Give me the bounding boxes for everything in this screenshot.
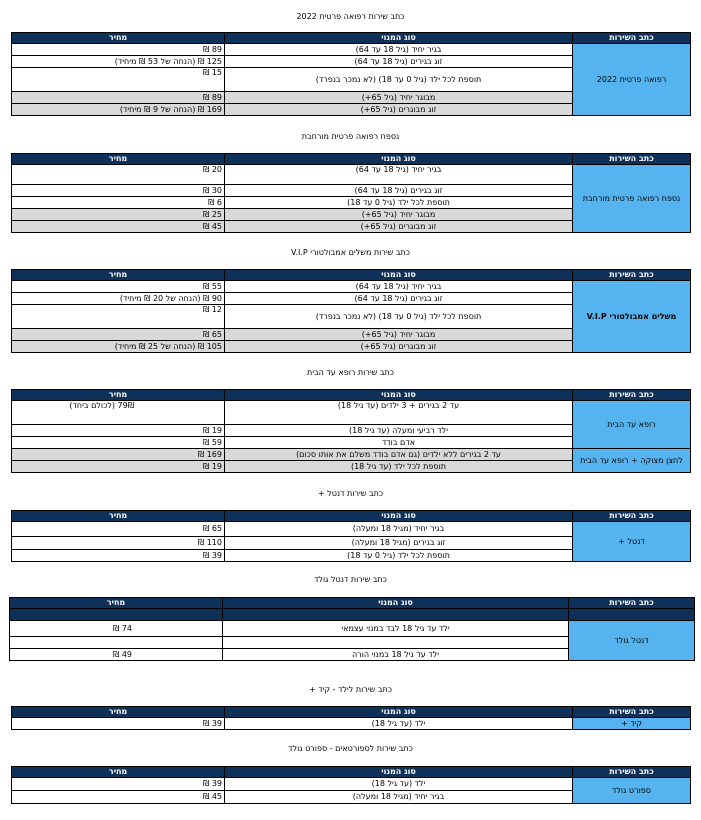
header-type: סוג המנוי: [225, 511, 573, 522]
service-name: לחצן מצוקה + רופא עד הבית: [573, 449, 691, 473]
service-name: קיד +: [573, 718, 691, 730]
dental-plus-table: [11, 510, 691, 562]
service-name: דנטל גולד: [569, 621, 695, 661]
plan-type: עד 2 בגירים ללא ילדים (גם אדם בודד משלם את אותו סכום): [225, 449, 573, 461]
private-medicine-table: [11, 32, 691, 116]
service-name: ספורט גולד: [573, 778, 691, 804]
table-row: [12, 165, 691, 185]
plan-type: זוג בגירים (גיל 18 עד 64): [225, 293, 573, 305]
plan-price: 79₪ (לכולם ביחד): [12, 401, 225, 425]
plan-price: 19 ₪: [12, 425, 225, 437]
plan-price: 65 ₪: [12, 329, 225, 341]
plan-price: 89 ₪: [12, 44, 225, 56]
header-type: סוג המנוי: [225, 270, 573, 281]
plan-price: 125 ₪ (הנחה של 53 ₪ מיחיד): [12, 56, 225, 68]
table-row: [12, 778, 691, 791]
plan-type: ילד עד גיל 18 לבד במנוי עצמאי: [223, 621, 569, 637]
table-row: [12, 449, 691, 461]
plan-type: תוספת לכל ילד (גיל 0 עד 18): [225, 197, 573, 209]
plan-price: [10, 637, 223, 649]
plan-type: מבוגר יחיד (גיל 65+): [225, 209, 573, 221]
service-name: משלים אמבולטורי V.I.P: [573, 281, 691, 353]
section-title-sport-gold: כתב שירות לספורטאים - ספורט גולד: [288, 744, 413, 753]
vip-table: [11, 269, 691, 353]
header-price: מחיר: [12, 511, 225, 522]
header-row: [12, 707, 691, 718]
header-type: סוג המנוי: [223, 598, 569, 609]
plan-price: 39 ₪: [12, 718, 225, 730]
kid-plus-table: [11, 706, 691, 730]
blank-band-cell: [10, 609, 223, 621]
extended-appendix-table: [11, 153, 691, 233]
plan-price: 49 ₪: [10, 649, 223, 661]
header-price: מחיר: [10, 598, 223, 609]
plan-price: 169 ₪: [12, 449, 225, 461]
plan-price: 45 ₪: [12, 791, 225, 804]
section-title-dental-gold: כתב שירות דנטל גולד: [314, 575, 387, 584]
plan-price: 65 ₪: [12, 522, 225, 537]
plan-price: 55 ₪: [12, 281, 225, 293]
header-service: כתב השירות: [573, 511, 691, 522]
plan-price: 6 ₪: [12, 197, 225, 209]
plan-type: תוספת לכל ילד (גיל 0 עד 18): [225, 550, 573, 562]
section-title-kid-plus: כתב שירות לילד - קיד +: [309, 685, 392, 694]
header-row: [10, 598, 695, 609]
plan-type: ילד עד גיל 18 במנוי הורה: [223, 649, 569, 661]
plan-type: תוספת לכל ילד (עד גיל 18): [225, 461, 573, 473]
plan-price: 19 ₪: [12, 461, 225, 473]
header-type: סוג המנוי: [225, 707, 573, 718]
header-service: כתב השירות: [573, 707, 691, 718]
plan-price: 169 ₪ (הנחה של 9 ₪ מיחיד): [12, 104, 225, 116]
plan-type: מבוגר יחיד (גיל 65+): [225, 329, 573, 341]
plan-type: אדם בודד: [225, 437, 573, 449]
plan-type: זוג בגירים (גיל 18 עד 64): [225, 185, 573, 197]
plan-type: ילד (עד גיל 18): [225, 778, 573, 791]
plan-price: 110 ₪: [12, 537, 225, 550]
header-price: מחיר: [12, 33, 225, 44]
service-name: רפואה פרטית 2022: [573, 44, 691, 116]
header-type: סוג המנוי: [225, 390, 573, 401]
plan-price: 30 ₪: [12, 185, 225, 197]
header-row: [12, 270, 691, 281]
plan-type: בגיר יחיד (גיל 18 עד 64): [225, 165, 573, 185]
header-price: מחיר: [12, 154, 225, 165]
header-service: כתב השירות: [573, 270, 691, 281]
header-row: [12, 33, 691, 44]
plan-type: מבוגר יחיד (גיל 65+): [225, 92, 573, 104]
plan-type: עד 2 בגירים + 3 ילדים (עד גיל 18): [225, 401, 573, 425]
table-row: [12, 281, 691, 293]
plan-price: 90 ₪ (הנחה של 20 ₪ מיחיד): [12, 293, 225, 305]
plan-price: 74 ₪: [10, 621, 223, 637]
section-title-home-doctor: כתב שירות רופא עד הבית: [306, 368, 394, 377]
plan-price: 25 ₪: [12, 209, 225, 221]
plan-price: 89 ₪: [12, 92, 225, 104]
header-type: סוג המנוי: [225, 154, 573, 165]
plan-type: בגיר יחיד (מגיל 18 ומעלה): [225, 522, 573, 537]
plan-price: 45 ₪: [12, 221, 225, 233]
plan-type: זוג בגירים (מגיל 18 ומעלה): [225, 537, 573, 550]
plan-price: 39 ₪: [12, 778, 225, 791]
plan-type: זוג מבוגרים (גיל 65+): [225, 341, 573, 353]
plan-type: תוספת לכל ילד (גיל 0 עד 18) (לא נמכר בנפרד): [225, 305, 573, 329]
header-row: [12, 390, 691, 401]
blank-band-cell: [223, 609, 569, 621]
plan-type: בגיר יחיד (גיל 18 עד 64): [225, 281, 573, 293]
plan-type: תוספת לכל ילד (גיל 0 עד 18) (לא נמכר בנפרד): [225, 68, 573, 92]
plan-type: בגיר יחיד (גיל 18 עד 64): [225, 44, 573, 56]
home-doctor-table: [11, 389, 691, 473]
plan-price: 59 ₪: [12, 437, 225, 449]
plan-type: בגיר יחיד (מגיל 18 ומעלה): [225, 791, 573, 804]
plan-type: זוג מבוגרים (גיל 65+): [225, 221, 573, 233]
header-row: [12, 767, 691, 778]
table-row: [12, 522, 691, 537]
plan-price: 39 ₪: [12, 550, 225, 562]
sport-gold-table: [11, 766, 691, 804]
section-title-dental-plus: כתב שירות דנטל +: [317, 489, 384, 498]
header-row: [12, 154, 691, 165]
header-price: מחיר: [12, 707, 225, 718]
plan-type: ילד רביעי ומעלה (עד גיל 18): [225, 425, 573, 437]
section-title-private-medicine: כתב שירות רפואה פרטית 2022: [296, 12, 405, 21]
table-row: [12, 718, 691, 730]
section-title-vip: כתב שירות משלים אמבולטורי V.I.P: [291, 248, 410, 257]
plan-price: 20 ₪: [12, 165, 225, 185]
header-price: מחיר: [12, 270, 225, 281]
table-row: [10, 621, 695, 637]
header-service: כתב השירות: [569, 598, 695, 609]
header-type: סוג המנוי: [225, 33, 573, 44]
plan-type: [223, 637, 569, 649]
header-price: מחיר: [12, 390, 225, 401]
table-row: [10, 609, 695, 621]
header-row: [12, 511, 691, 522]
header-service: כתב השירות: [573, 33, 691, 44]
plan-type: ילד (עד גיל 18): [225, 718, 573, 730]
header-price: מחיר: [12, 767, 225, 778]
plan-price: 105 ₪ (הנחה של 25 ₪ מיחיד): [12, 341, 225, 353]
plan-price: 12 ₪: [12, 305, 225, 329]
header-service: כתב השירות: [573, 154, 691, 165]
service-name: רופא עד הבית: [573, 401, 691, 449]
dental-gold-table: [9, 597, 695, 661]
service-name: דנטל +: [573, 522, 691, 562]
plan-type: זוג מבוגרים (גיל 65+): [225, 104, 573, 116]
table-row: [12, 44, 691, 56]
section-title-extended-appendix: נספח רפואה פרטית מורחבת: [301, 132, 400, 141]
service-name: נספח רפואה פרטית מורחבת: [573, 165, 691, 233]
plan-type: זוג בגירים (גיל 18 עד 64): [225, 56, 573, 68]
header-type: סוג המנוי: [225, 767, 573, 778]
table-row: [12, 401, 691, 425]
blank-band-cell: [569, 609, 695, 621]
header-service: כתב השירות: [573, 767, 691, 778]
plan-price: 15 ₪: [12, 68, 225, 92]
header-service: כתב השירות: [573, 390, 691, 401]
